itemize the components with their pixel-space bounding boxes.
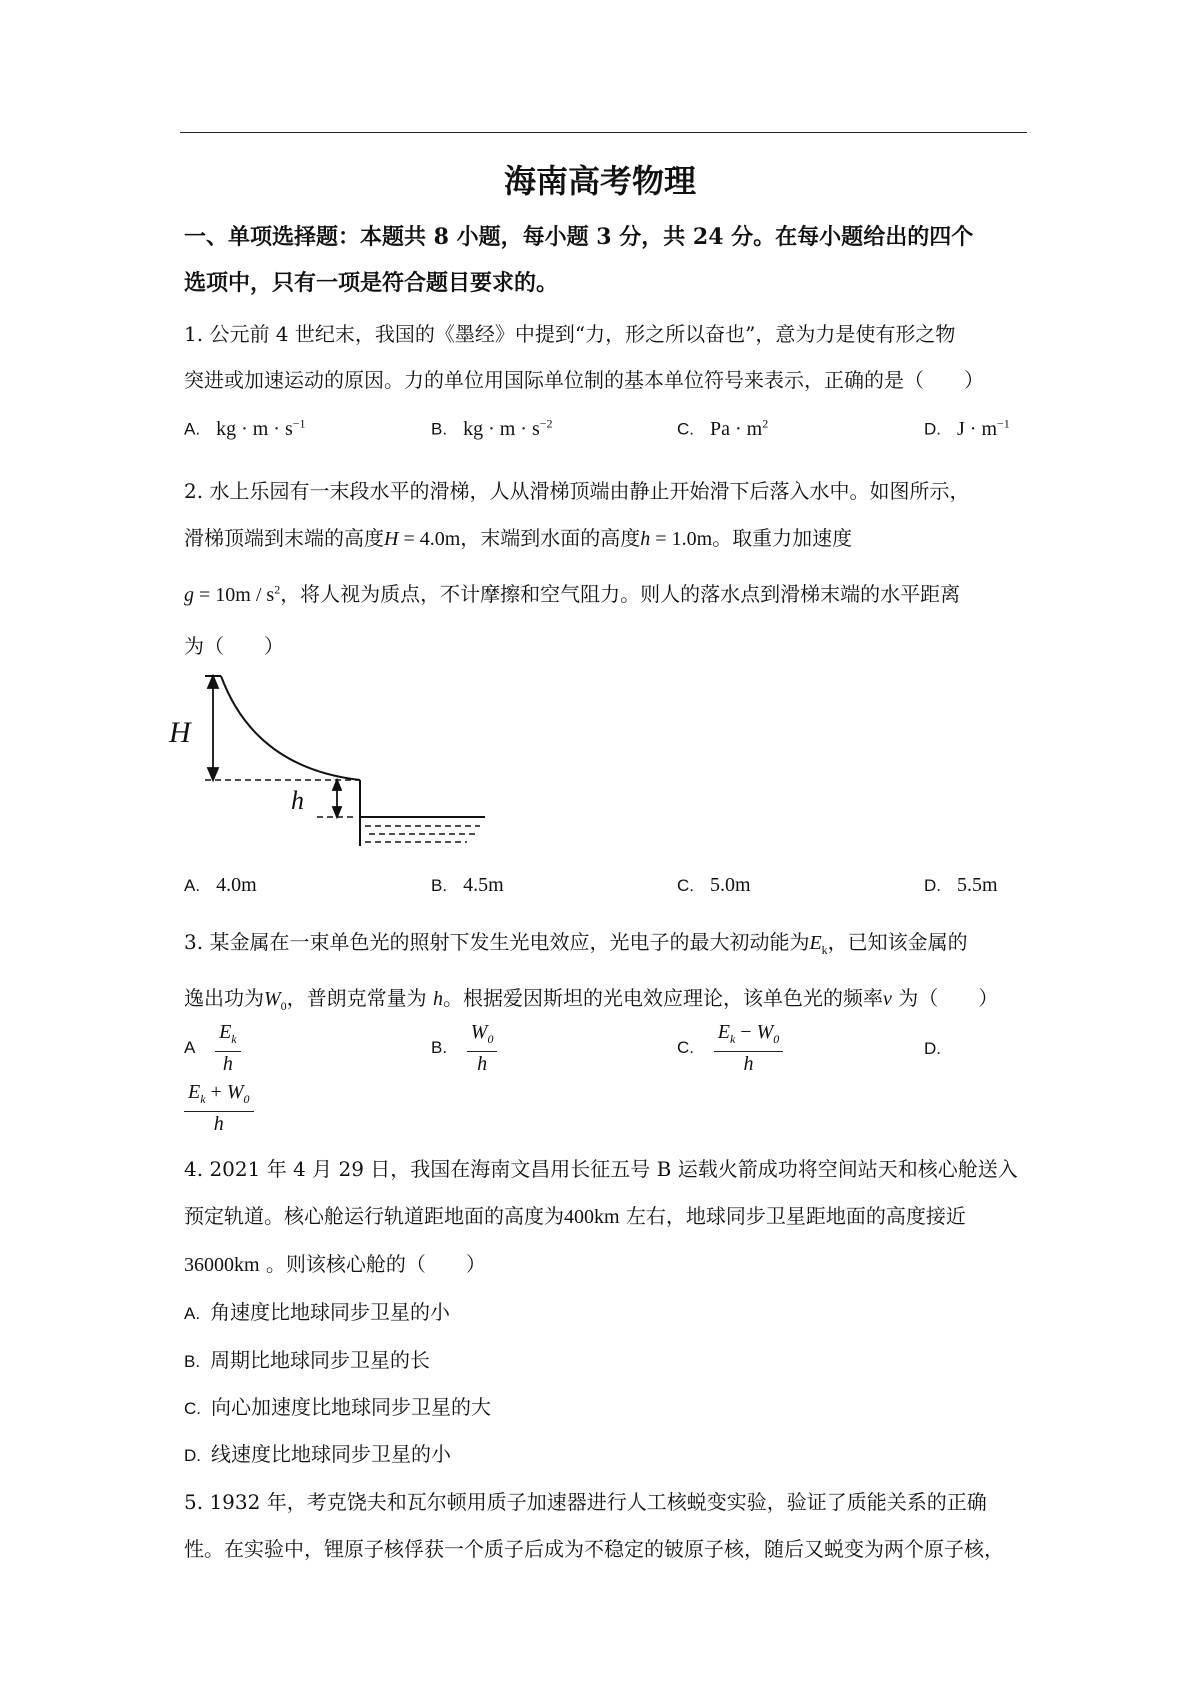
q5-line1: 5. 1932 年，考克饶夫和瓦尔顿用质子加速器进行人工核蜕变实验，验证了质能关系的正确: [184, 1490, 987, 1514]
q1-line1: 1. 公元前 4 世纪末，我国的《墨经》中提到“力，形之所以奋也”，意为力是使有形之物: [184, 322, 956, 346]
q2-option-b: B. 4.5m: [431, 874, 504, 896]
q3-option-d: $\frac{E_k + W_0}{h}$: [184, 1080, 254, 1136]
q1-line2: 突进或加速运动的原因。力的单位用国际单位制的基本单位符号来表示，正确的是（ ）: [184, 368, 984, 392]
slide-curve: [221, 676, 360, 780]
q2-line2: 滑梯顶端到末端的高度H = 4.0m，末端到水面的高度h = 1.0m。取重力加速度: [184, 526, 853, 550]
q4-option-a: A. 角速度比地球同步卫星的小: [184, 1300, 451, 1324]
height-H-arrowhead-top: [208, 676, 218, 688]
header-rule: [180, 132, 1027, 133]
height-H-arrowhead-bottom: [208, 768, 218, 780]
label-h: h: [291, 786, 304, 815]
q4-line2: 预定轨道。核心舱运行轨道距地面的高度为400km 左右，地球同步卫星距地面的高度接近: [184, 1204, 966, 1228]
q1-option-a: A. kg · $m \cdot s^{-1}$: [184, 416, 306, 440]
q3-option-c: C. $\frac{E_k - W_0}{h}$: [677, 1020, 783, 1076]
page-title: 海南高考物理: [503, 162, 696, 200]
q4-line1: 4. 2021 年 4 月 29 日，我国在海南文昌用长征五号 B 运载火箭成功将空间站天和核心舱送入: [184, 1157, 1018, 1181]
section-heading-line1: 一、单项选择题：本题共 8 小题，每小题 3 分，共 24 分。在每小题给出的四个: [184, 224, 974, 250]
height-h-arrowhead-top: [333, 780, 341, 790]
q4-option-c: C. 向心加速度比地球同步卫星的大: [184, 1395, 491, 1419]
q2-option-c: C. 5.0m: [677, 874, 751, 896]
slide-diagram: [169, 668, 495, 853]
q3-option-d-label: D.: [924, 1039, 941, 1058]
q4-option-d: D. 线速度比地球同步卫星的小: [184, 1442, 451, 1466]
q3-line1: 3. 某金属在一束单色光的照射下发生光电效应，光电子的最大初动能为$E_k$，已知该金属的: [184, 930, 968, 957]
height-h-arrowhead-bottom: [333, 807, 341, 817]
q4-line3: 36000km 。则该核心舱的（ ）: [184, 1252, 486, 1276]
q3-option-a: A $\frac{E_k}{h}$: [184, 1020, 241, 1076]
q3-option-b: B. $\frac{W_0}{h}$: [431, 1020, 497, 1076]
q2-line3: $g = 10m / s^2$，将人视为质点，不计摩擦和空气阻力。则人的落水点到滑梯末端的水平距离: [184, 582, 961, 606]
q2-line4: 为（ ）: [184, 634, 284, 658]
q1-option-d: D. $J \cdot m^{-1}$: [924, 416, 1010, 440]
q3-line2: 逸出功为$W_0$，普朗克常量为 h。根据爱因斯坦的光电效应理论，该单色光的频率ν 为（ ）: [184, 986, 999, 1013]
q2-option-d: D. 5.5m: [924, 874, 998, 896]
label-H: H: [169, 716, 191, 749]
q1-option-b: B. kg · $m \cdot s^{-2}$: [431, 416, 553, 440]
q2-option-a: A. 4.0m: [184, 874, 257, 896]
section-heading-line2: 选项中，只有一项是符合题目要求的。: [184, 270, 559, 296]
q2-line1: 2. 水上乐园有一末段水平的滑梯，人从滑梯顶端由静止开始滑下后落入水中。如图所示，: [184, 479, 970, 503]
q5-line2: 性。在实验中，锂原子核俘获一个质子后成为不稳定的铍原子核，随后又蜕变为两个原子核，: [184, 1537, 1004, 1561]
q1-option-c: C. $Pa \cdot m^2$: [677, 416, 769, 440]
q4-option-b: B. 周期比地球同步卫星的长: [184, 1348, 431, 1372]
